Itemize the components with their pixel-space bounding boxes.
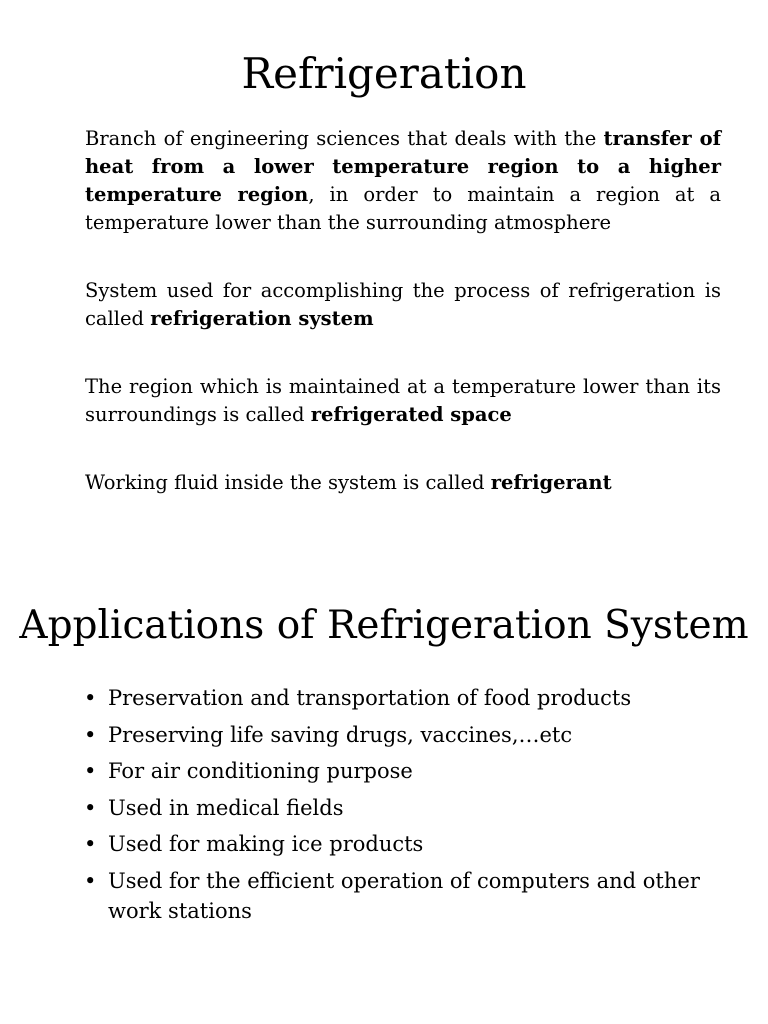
refrigerant-text: Working fluid inside the system is called [85, 471, 491, 494]
space-paragraph [85, 373, 721, 429]
definition-bold-text: transfer of heat from a lower temperature region to a higher temperature region [85, 127, 721, 206]
list-item [84, 793, 734, 823]
list-item [84, 720, 734, 750]
definition-text-end: , in order to maintain a region at a temperature lower than the surrounding atmosphere [85, 183, 722, 234]
slide-title: Refrigeration [241, 49, 527, 98]
bullet-icon: • [84, 868, 97, 893]
bullet-icon: • [84, 832, 97, 856]
space-bold-text: refrigerated space [310, 403, 512, 426]
list-item-text: For air conditioning purpose [108, 759, 413, 783]
list-item [84, 756, 734, 786]
list-item-text: Used in medical fields [108, 795, 344, 820]
applications-title: Applications of Refrigeration System [19, 603, 749, 648]
list-item [84, 829, 734, 859]
definition-paragraph [85, 125, 721, 237]
system-paragraph [85, 277, 721, 333]
system-text: System used for accomplishing the process of refrigeration is called [85, 279, 721, 330]
refrigerant-bold-text: refrigerant [490, 471, 612, 494]
list-item-text: Used for making ice products [108, 832, 424, 856]
definition-text: Branch of engineering sciences that deals with the [85, 127, 604, 150]
space-text: The region which is maintained at a temperature lower than its surroundings is called [85, 375, 721, 426]
list-item-text: Used for the efficient operation of computers and other work stations [108, 868, 700, 923]
list-item [84, 683, 734, 713]
system-bold-text: refrigeration system [150, 307, 374, 330]
list-item-text: Preservation and transportation of food products [108, 686, 632, 710]
applications-list [84, 683, 734, 932]
bullet-icon: • [84, 686, 97, 710]
refrigerant-paragraph [85, 469, 721, 497]
list-item-text: Preserving life saving drugs, vaccines,…etc [108, 722, 573, 747]
list-item [84, 866, 734, 926]
bullet-icon: • [84, 795, 97, 820]
bullet-icon: • [84, 759, 97, 783]
bullet-icon: • [84, 722, 97, 747]
